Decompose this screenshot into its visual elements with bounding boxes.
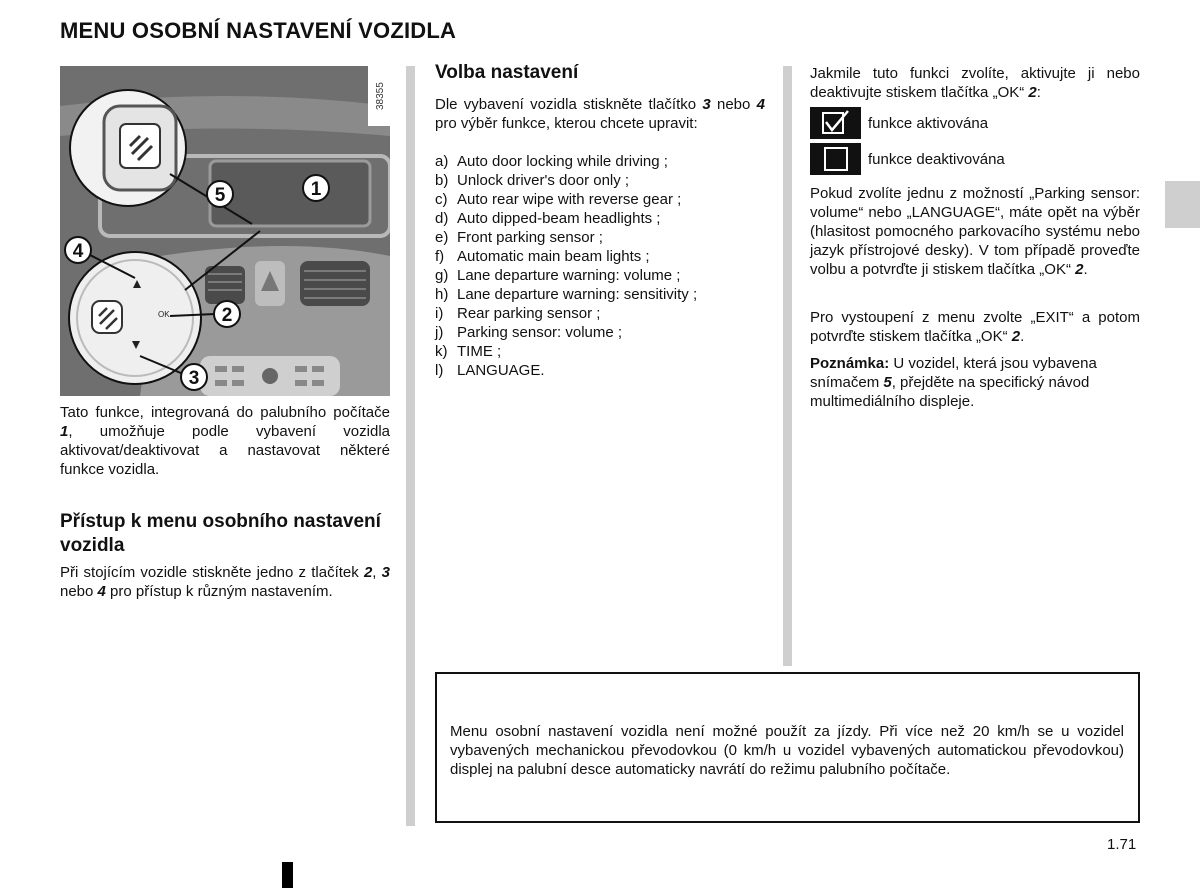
reference-number: 5 [883,374,892,391]
option-text: Rear parking sensor ; [457,305,601,322]
left-intro-text [60,403,390,479]
callout-1: 1 [310,179,322,200]
right-note-text [810,354,1140,411]
column-separator-left [406,66,415,826]
callout-4: 4 [72,241,84,262]
option-letter: j) [435,324,444,341]
option-item [435,152,775,171]
text-run: Tato funkce, integrovaná do palubního počítače [60,404,390,421]
option-text: TIME ; [457,343,502,360]
option-item [435,304,775,323]
text-run: nebo [60,583,98,600]
text-run: Dle vybavení vozidla stiskněte tlačítko [435,96,703,113]
option-letter: b) [435,172,449,189]
checkbox-activated-label: funkce aktivována [868,114,989,132]
text-run: Jakmile tuto funkci zvolíte, aktivujte ji nebo deaktivujte stiskem tlačítka „OK“ [810,65,1140,101]
column-separator-right [783,66,792,666]
reference-number: 2 [1011,328,1021,345]
text-run: Pro vystoupení z menu zvolte „EXIT“ a potom potvrďte stiskem tlačítka „OK“ [810,309,1140,345]
section-heading-access: Přístup k menu osobního nastavení vozidla [60,511,381,556]
reference-number: 2 [1075,261,1084,278]
print-mark [282,862,293,888]
page-number: 1.71 [1107,836,1137,853]
option-text: LANGUAGE. [457,362,545,379]
middle-intro-text [435,95,765,133]
page-title: MENU OSOBNÍ NASTAVENÍ VOZIDLA [60,18,457,43]
right-exit-text [810,308,1140,346]
callout-3: 3 [188,368,200,389]
option-text: Unlock driver's door only ; [457,172,630,189]
option-text: Auto rear wipe with reverse gear ; [457,191,682,208]
text-run: U vozidel, která jsou vybavena snímačem [810,355,1097,391]
option-item [435,209,775,228]
reference-number: 4 [756,96,765,113]
option-letter: d) [435,210,449,227]
section-tab-marker [1165,181,1200,228]
option-letter: e) [435,229,449,246]
checkbox-legend-deactivated [810,143,1005,175]
option-text: Lane departure warning: volume ; [457,267,681,284]
text-run: pro přístup k různým nastavením. [105,583,333,600]
reference-number: 1 [60,423,69,440]
option-item [435,342,775,361]
option-letter: h) [435,286,449,303]
callout-2: 2 [221,305,233,326]
option-item [435,285,775,304]
option-text: Front parking sensor ; [457,229,603,246]
checkbox-legend-activated [810,107,988,139]
text-run: . [1020,328,1025,345]
reference-number: 3 [381,564,390,581]
text-run: . [1083,261,1088,278]
option-letter: g) [435,267,449,284]
option-item [435,361,775,380]
option-letter: a) [435,153,449,170]
left-access-text [60,563,390,601]
option-item [435,228,775,247]
warning-box [435,672,1140,823]
option-letter: i) [435,305,444,322]
reference-number: 2 [1028,84,1037,101]
option-item [435,190,775,209]
text-run: , přejděte na specifický návod multimediálního displeje. [810,374,1090,410]
section-heading-selection: Volba nastavení [435,62,579,83]
reference-number: 2 [363,564,373,581]
text-run: Při stojícím vozidle stiskněte jedno z tlačítek [60,564,364,581]
checkbox-checked-icon [810,107,861,139]
text-run: , [372,564,382,581]
option-text: Auto dipped-beam headlights ; [457,210,661,227]
text-run: nebo [710,96,757,113]
checkbox-deactivated-label: funkce deaktivována [868,150,1005,168]
warning-text: Menu osobní nastavení vozidla není možné použít za jízdy. Při více než 20 km/h se u vozidel vybavených mechanickou převodovkou (0 km/h u vozidel vybavených automatickou převodovkou) displej na palubní desce automaticky navrátí do režimu palubního počítače. [450,723,1124,778]
option-text: Parking sensor: volume ; [457,324,623,341]
option-letter: c) [435,191,448,208]
option-item [435,266,775,285]
option-text: Automatic main beam lights ; [457,248,650,265]
note-label: Poznámka: [810,355,890,372]
option-letter: k) [435,343,448,360]
right-parking-text [810,184,1140,279]
option-item [435,171,775,190]
option-letter: l) [435,362,444,379]
right-intro-text [810,64,1140,102]
option-text: Lane departure warning: sensitivity ; [457,286,698,303]
reference-number: 4 [97,583,106,600]
figure-id: 38355 [375,82,386,110]
text-run: pro výběr funkce, kterou chcete upravit: [435,115,698,132]
option-item [435,323,775,342]
text-run: : [1036,84,1041,101]
checkbox-unchecked-icon [810,143,861,175]
text-run: Pokud zvolíte jednu z možností „Parking sensor: volume“ nebo „LANGUAGE“, máte opět na výběr (hlasitost pomocného parkovacího systému nebo jazyk přístrojové desky). V tom případě proveďte volbu a potvrďte ji stiskem tlačítka „OK“ [810,185,1140,278]
option-letter: f) [435,248,445,265]
settings-options-list [435,152,775,380]
reference-number: 3 [702,96,711,113]
dashboard-illustration [60,66,390,396]
callout-5: 5 [214,185,226,206]
ok-label: OK [158,310,170,319]
text-run: , umožňuje podle vybavení vozidla aktivovat/deaktivovat a nastavovat některé funkce vozidla. [60,423,390,478]
option-item [435,247,775,266]
option-text: Auto door locking while driving ; [457,153,668,170]
